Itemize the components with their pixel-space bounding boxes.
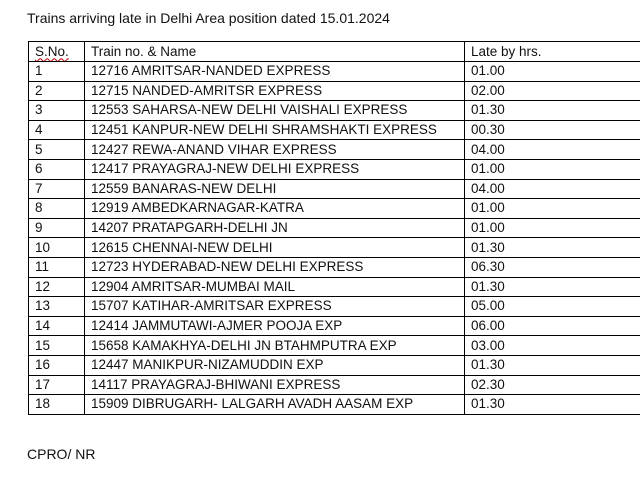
cell-late: 06.30 xyxy=(465,257,640,277)
cell-late: 01.00 xyxy=(465,199,640,219)
cell-sno: 5 xyxy=(29,140,85,160)
cell-late: 05.00 xyxy=(465,297,640,317)
cell-sno: 9 xyxy=(29,218,85,238)
table-row xyxy=(29,120,640,140)
document-title: Trains arriving late in Delhi Area position dated 15.01.2024 xyxy=(27,10,390,26)
cell-late: 01.00 xyxy=(465,159,640,179)
header-sno-label: S.No. xyxy=(35,43,69,59)
table-row xyxy=(29,316,640,336)
table-body xyxy=(29,62,640,415)
cell-sno: 12 xyxy=(29,277,85,297)
cell-train: 12414 JAMMUTAWI-AJMER POOJA EXP xyxy=(85,316,465,336)
table-row xyxy=(29,81,640,101)
cell-sno: 13 xyxy=(29,297,85,317)
late-trains-table xyxy=(28,41,640,415)
table-row xyxy=(29,395,640,415)
cell-late: 01.30 xyxy=(465,277,640,297)
cell-late: 01.30 xyxy=(465,238,640,258)
cell-late: 01.30 xyxy=(465,101,640,121)
cell-train: 15658 KAMAKHYA-DELHI JN BTAHMPUTRA EXP xyxy=(85,336,465,356)
cell-train: 12904 AMRITSAR-MUMBAI MAIL xyxy=(85,277,465,297)
cell-sno: 2 xyxy=(29,81,85,101)
cell-train: 12553 SAHARSA-NEW DELHI VAISHALI EXPRESS xyxy=(85,101,465,121)
cell-late: 02.30 xyxy=(465,375,640,395)
table-row xyxy=(29,257,640,277)
table-row xyxy=(29,62,640,82)
cell-train: 12417 PRAYAGRAJ-NEW DELHI EXPRESS xyxy=(85,159,465,179)
cell-late: 02.00 xyxy=(465,81,640,101)
cell-train: 14117 PRAYAGRAJ-BHIWANI EXPRESS xyxy=(85,375,465,395)
cell-late: 01.00 xyxy=(465,62,640,82)
cell-late: 01.00 xyxy=(465,218,640,238)
cell-train: 12715 NANDED-AMRITSR EXPRESS xyxy=(85,81,465,101)
cell-train: 12716 AMRITSAR-NANDED EXPRESS xyxy=(85,62,465,82)
cell-late: 04.00 xyxy=(465,179,640,199)
cell-sno: 1 xyxy=(29,62,85,82)
cell-sno: 3 xyxy=(29,101,85,121)
table-row xyxy=(29,375,640,395)
table-row xyxy=(29,218,640,238)
cell-train: 15909 DIBRUGARH- LALGARH AVADH AASAM EXP xyxy=(85,395,465,415)
cell-sno: 7 xyxy=(29,179,85,199)
cell-late: 04.00 xyxy=(465,140,640,160)
header-sno xyxy=(29,42,85,62)
cell-sno: 16 xyxy=(29,355,85,375)
table-header-row xyxy=(29,42,640,62)
header-late: Late by hrs. xyxy=(465,42,640,62)
table-row xyxy=(29,199,640,219)
cell-train: 12615 CHENNAI-NEW DELHI xyxy=(85,238,465,258)
cell-sno: 17 xyxy=(29,375,85,395)
cell-train: 12427 REWA-ANAND VIHAR EXPRESS xyxy=(85,140,465,160)
cell-late: 01.30 xyxy=(465,395,640,415)
table-row xyxy=(29,336,640,356)
cell-sno: 4 xyxy=(29,120,85,140)
cell-train: 14207 PRATAPGARH-DELHI JN xyxy=(85,218,465,238)
table-row xyxy=(29,277,640,297)
table-row xyxy=(29,179,640,199)
cell-sno: 18 xyxy=(29,395,85,415)
cell-late: 03.00 xyxy=(465,336,640,356)
cell-train: 12919 AMBEDKARNAGAR-KATRA xyxy=(85,199,465,219)
cell-sno: 11 xyxy=(29,257,85,277)
cell-sno: 6 xyxy=(29,159,85,179)
cell-sno: 14 xyxy=(29,316,85,336)
cell-train: 12723 HYDERABAD-NEW DELHI EXPRESS xyxy=(85,257,465,277)
table-row xyxy=(29,355,640,375)
table-row xyxy=(29,159,640,179)
footer-signature: CPRO/ NR xyxy=(27,446,96,462)
table-row xyxy=(29,238,640,258)
header-train: Train no. & Name xyxy=(85,42,465,62)
cell-sno: 15 xyxy=(29,336,85,356)
cell-sno: 8 xyxy=(29,199,85,219)
cell-train: 12451 KANPUR-NEW DELHI SHRAMSHAKTI EXPRESS xyxy=(85,120,465,140)
cell-train: 15707 KATIHAR-AMRITSAR EXPRESS xyxy=(85,297,465,317)
cell-train: 12447 MANIKPUR-NIZAMUDDIN EXP xyxy=(85,355,465,375)
table-row xyxy=(29,140,640,160)
cell-train: 12559 BANARAS-NEW DELHI xyxy=(85,179,465,199)
cell-late: 00.30 xyxy=(465,120,640,140)
table-row xyxy=(29,297,640,317)
cell-late: 01.30 xyxy=(465,355,640,375)
table-row xyxy=(29,101,640,121)
cell-late: 06.00 xyxy=(465,316,640,336)
cell-sno: 10 xyxy=(29,238,85,258)
